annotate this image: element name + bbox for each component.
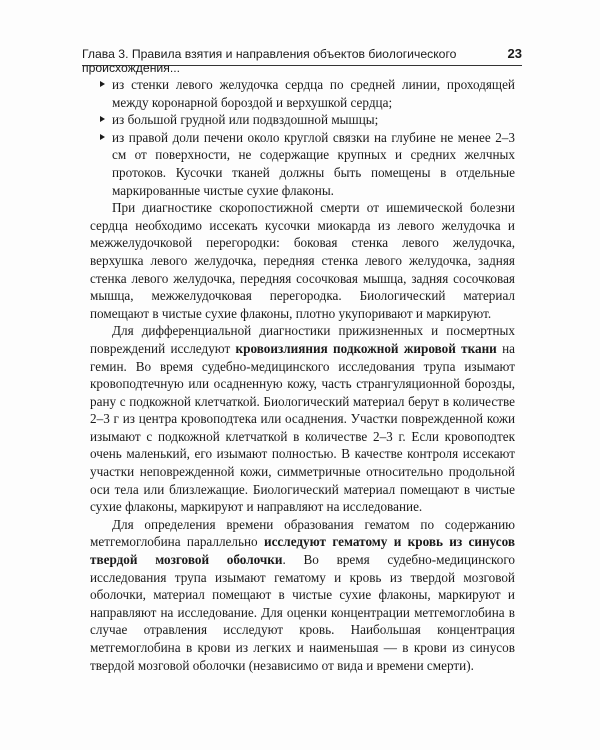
list-item-text: из большой грудной или подвздошной мышцы;	[112, 112, 379, 128]
bullet-list	[90, 76, 515, 199]
list-item-text: из правой доли печени около круглой связки на глубине не менее 2–3 см от поверхности, не содержащие крупных и средних желчных протоков. Кусочки тканей должны быть помещены в отдельные маркированные чистые сухие флаконы.	[112, 129, 515, 198]
emphasis-text: кровоизлияния подкожной жировой ткани	[235, 340, 497, 356]
bullet-triangle-icon	[100, 134, 105, 140]
paragraph-ischemic-disease: При диагностике скоропостижной смерти от ишемической болезни сердца необходимо иссекать кусочки миокарда из левого желудочка и межжелудочковой перегородки: боковая стенка левого желудочка, верхушка левого желудочка, передняя стенка левого желудочка, задняя стенка левого желудочка, передняя сосочковая мышца, задняя сосочковая мышца, межжелудочковая перегородка. Биологический материал помещают в чистые сухие флаконы, плотно укупоривают и маркируют.	[90, 200, 515, 321]
list-item	[90, 111, 515, 129]
list-item	[90, 129, 515, 199]
paragraph-hematoma-timing	[90, 516, 515, 674]
paragraph-text: . Во время судебно-медицинского исследования трупа изымают гематому и кровь из твердой мозговой оболочки, материал помещают в чистые сухие флаконы, маркируют и направляют на исследование. Для оценки концентрации метгемоглобина в случае отравления исследуют кровь. Наибольшая концентрация метгемоглобина в крови из легких и наименьшая — в крови из синусов твердой мозговой оболочки (независимо от вида и времени смерти).	[90, 552, 515, 673]
running-header	[82, 46, 522, 75]
list-item-text: из стенки левого желудочка сердца по средней линии, проходящей между коронарной бороздой и верхушкой сердца;	[112, 77, 515, 110]
paragraph-text: Для дифференциальной диагностики прижизненных и посмертных повреждений исследуют	[90, 323, 515, 356]
paragraph-differential-diagnosis	[90, 322, 515, 516]
paragraph-text: на гемин. Во время судебно-медицинского исследования трупа изымают кровоподтечную или осадненную кожу, часть странгуляционной борозды, рану с подкожной клетчаткой. Биологический материал берут в количестве 2–3 г из центра кровоподтека или осаднения. Участки поврежденной кожи изымают с подкожной клетчаткой в количестве 2–3 г. Если кровоподтек очень маленький, его изымают полностью. В качестве контроля иссекают участки неповрежденной кожи, симметричные относительно продольной оси тела или близлежащие. Биологический материал помещают в чистые сухие флаконы, маркируют и направляют на исследование.	[90, 340, 515, 515]
page-body	[90, 76, 515, 674]
page-number: 23	[507, 46, 522, 61]
running-title: Глава 3. Правила взятия и направления объектов биологического происхождения...	[82, 47, 457, 75]
paragraph-text: Для определения времени образования гематом по содержанию метгемоглобина параллельно	[90, 516, 515, 550]
bullet-triangle-icon	[100, 116, 105, 122]
header-rule	[82, 65, 522, 66]
list-item	[90, 76, 515, 111]
emphasis-text: исследуют гематому и кровь из синусов твердой мозговой оболочки	[90, 534, 515, 568]
bullet-triangle-icon	[100, 81, 105, 87]
